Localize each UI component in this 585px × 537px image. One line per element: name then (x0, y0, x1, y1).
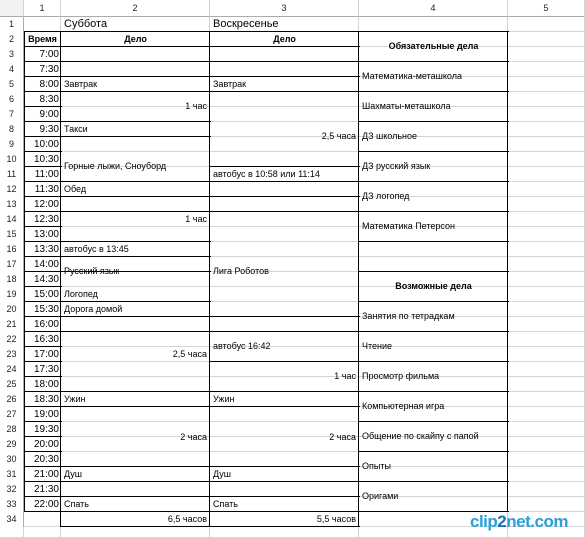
time-cell: 17:30 (33, 364, 59, 375)
required-task-item: Шахматы-меташкола (362, 101, 451, 111)
border-line (209, 46, 360, 47)
row-header-30[interactable]: 30 (0, 452, 24, 467)
border-line (507, 31, 508, 512)
sat-sleep: Спать (64, 499, 89, 509)
optional-task-item: Оригами (362, 491, 399, 501)
time-cell: 17:00 (33, 349, 59, 360)
border-line (24, 46, 62, 47)
required-task-item: ДЗ школьное (362, 131, 418, 141)
clip2net-watermark: clip2net.com (470, 512, 568, 531)
row-header-29[interactable]: 29 (0, 437, 24, 452)
border-line (60, 406, 211, 407)
border-line (60, 526, 360, 527)
border-line (24, 316, 62, 317)
row-header-20[interactable]: 20 (0, 302, 24, 317)
time-cell: 20:00 (33, 439, 59, 450)
row-header-9[interactable]: 9 (0, 137, 24, 152)
border-line (358, 331, 509, 332)
border-line (209, 211, 360, 212)
time-cell: 8:30 (39, 94, 59, 105)
border-line (358, 31, 509, 32)
sat-taxi: Такси (64, 124, 88, 134)
sun-robot-league: Лига Роботов (213, 266, 269, 276)
border-line (24, 181, 62, 182)
border-line (60, 241, 211, 242)
border-line (24, 196, 62, 197)
border-line (358, 511, 359, 527)
border-line (24, 166, 62, 167)
required-task-item: ДЗ русский язык (362, 161, 431, 171)
row-header-3[interactable]: 3 (0, 47, 24, 62)
time-cell: 21:00 (33, 469, 59, 480)
row-header-14[interactable]: 14 (0, 212, 24, 227)
border-line (24, 466, 62, 467)
time-cell: 14:00 (33, 259, 59, 270)
border-line (60, 76, 211, 77)
row-header-11[interactable]: 11 (0, 167, 24, 182)
sat-duration: 2 часа (180, 432, 207, 442)
optional-task-item: Опыты (362, 461, 391, 471)
border-line (60, 481, 211, 482)
row-header-34[interactable]: 34 (0, 512, 24, 527)
border-line (24, 121, 62, 122)
gridline-h (0, 226, 585, 227)
sat-dinner: Ужин (64, 394, 86, 404)
border-line (24, 451, 62, 452)
border-line (209, 166, 360, 167)
border-line (24, 331, 62, 332)
time-cell: 7:00 (39, 49, 59, 60)
border-line (60, 121, 211, 122)
border-line (60, 211, 211, 212)
time-cell: 13:30 (33, 244, 59, 255)
time-cell: 22:00 (33, 499, 59, 510)
border-line (209, 181, 360, 182)
border-line (24, 76, 62, 77)
time-cell: 13:00 (33, 229, 59, 240)
sat-breakfast: Завтрак (64, 79, 98, 89)
time-cell: 9:00 (39, 109, 59, 120)
row-header-4[interactable]: 4 (0, 62, 24, 77)
border-line (24, 421, 62, 422)
row-header-22[interactable]: 22 (0, 332, 24, 347)
sunday-title: Воскресенье (213, 18, 279, 30)
border-line (358, 151, 509, 152)
row-header-12[interactable]: 12 (0, 182, 24, 197)
row-header-23[interactable]: 23 (0, 347, 24, 362)
column-header-5[interactable]: 5 (508, 0, 585, 17)
border-line (60, 136, 211, 137)
border-line (60, 331, 211, 332)
sun-duration: 1 час (334, 371, 356, 381)
optional-task-item: Общение по скайпу с папой (362, 431, 479, 441)
border-line (24, 256, 62, 257)
border-line (24, 151, 62, 152)
time-cell: 12:30 (33, 214, 59, 225)
border-line (24, 286, 62, 287)
border-line (60, 46, 211, 47)
border-line (358, 361, 509, 362)
border-line (358, 271, 509, 272)
sat-russian: Русский язык (64, 266, 120, 276)
sun-duration: 2 часа (329, 432, 356, 442)
border-line (60, 511, 211, 512)
row-header-16[interactable]: 16 (0, 242, 24, 257)
sat-shower: Душ (64, 469, 83, 479)
sat-bus: автобус в 13:45 (64, 244, 129, 254)
border-line (358, 451, 509, 452)
border-line (24, 436, 62, 437)
row-header-6[interactable]: 6 (0, 92, 24, 107)
border-line (209, 31, 360, 32)
border-line (24, 226, 62, 227)
border-line (209, 76, 360, 77)
border-line (24, 406, 62, 407)
column-header-4[interactable]: 4 (359, 0, 508, 17)
border-line (209, 91, 360, 92)
border-line (358, 121, 509, 122)
border-line (60, 196, 211, 197)
row-header-21[interactable]: 21 (0, 317, 24, 332)
time-cell: 7:30 (39, 64, 59, 75)
required-tasks-title: Обязательные дела (388, 41, 479, 51)
border-line (24, 31, 62, 32)
row-header-15[interactable]: 15 (0, 227, 24, 242)
border-line (60, 301, 211, 302)
row-header-10[interactable]: 10 (0, 152, 24, 167)
optional-task-item: Компьютерная игра (362, 401, 445, 411)
sun-breakfast: Завтрак (213, 79, 247, 89)
time-cell: 19:30 (33, 424, 59, 435)
time-cell: 11:30 (34, 184, 59, 195)
row-header-1[interactable]: 1 (0, 17, 24, 32)
time-cell: 21:30 (33, 484, 59, 495)
border-line (24, 211, 62, 212)
sun-shower: Душ (213, 469, 232, 479)
border-line (24, 61, 62, 62)
border-line (358, 61, 509, 62)
border-line (24, 376, 62, 377)
border-line (209, 331, 360, 332)
time-cell: 10:00 (33, 139, 59, 150)
time-cell: 18:30 (33, 394, 59, 405)
required-task-item: ДЗ логопед (362, 191, 410, 201)
border-line (358, 211, 509, 212)
border-line (209, 466, 360, 467)
header-time: Время (28, 34, 57, 44)
row-header-31[interactable]: 31 (0, 467, 24, 482)
border-line (24, 91, 62, 92)
row-header-17[interactable]: 17 (0, 257, 24, 272)
border-line (358, 91, 509, 92)
sun-sleep: Спать (213, 499, 238, 509)
sat-duration: 1 час (185, 214, 207, 224)
time-cell: 16:00 (33, 319, 59, 330)
time-cell: 12:00 (33, 199, 59, 210)
sun-duration: 2,5 часа (321, 131, 356, 141)
border-line (60, 466, 211, 467)
border-line (24, 511, 62, 512)
sun-total: 5,5 часов (316, 514, 356, 524)
border-line (24, 271, 62, 272)
time-cell: 11:00 (34, 169, 59, 180)
row-header-32[interactable]: 32 (0, 482, 24, 497)
sat-total: 6,5 часов (167, 514, 207, 524)
optional-task-item: Занятия по тетрадкам (362, 311, 455, 321)
time-cell: 10:30 (33, 154, 59, 165)
border-line (209, 511, 360, 512)
header-task-sunday: Дело (273, 34, 296, 44)
border-line (358, 391, 509, 392)
time-cell: 14:30 (33, 274, 59, 285)
row-header-8[interactable]: 8 (0, 122, 24, 137)
border-line (209, 391, 360, 392)
border-line (24, 481, 62, 482)
border-line (24, 496, 62, 497)
required-task-item: Математика Петерсон (362, 221, 456, 231)
border-line (60, 256, 211, 257)
row-header-25[interactable]: 25 (0, 377, 24, 392)
border-line (60, 316, 211, 317)
row-header-33[interactable]: 33 (0, 497, 24, 512)
border-line (209, 361, 360, 362)
border-line (358, 301, 509, 302)
optional-task-item: Чтение (362, 341, 393, 351)
border-line (358, 241, 509, 242)
border-line (60, 496, 211, 497)
row-header-26[interactable]: 26 (0, 392, 24, 407)
column-header-1[interactable]: 1 (24, 0, 61, 17)
row-header-24[interactable]: 24 (0, 362, 24, 377)
row-header-5[interactable]: 5 (0, 77, 24, 92)
border-line (209, 406, 360, 407)
sat-lunch: Обед (64, 184, 87, 194)
border-line (209, 316, 360, 317)
border-line (24, 106, 62, 107)
gridline-h (0, 346, 585, 347)
border-line (60, 181, 211, 182)
sun-dinner: Ужин (213, 394, 235, 404)
row-header-13[interactable]: 13 (0, 197, 24, 212)
border-line (209, 481, 360, 482)
border-line (358, 181, 509, 182)
row-header-18[interactable]: 18 (0, 272, 24, 287)
border-line (24, 301, 62, 302)
column-header-3[interactable]: 3 (210, 0, 359, 17)
column-header-2[interactable]: 2 (61, 0, 210, 17)
sat-duration: 1 час (185, 101, 207, 111)
required-task-item: Математика-меташкола (362, 71, 462, 81)
border-line (209, 61, 360, 62)
select-all-corner[interactable] (0, 0, 24, 17)
row-header-19[interactable]: 19 (0, 287, 24, 302)
border-line (209, 496, 360, 497)
border-line (358, 421, 509, 422)
row-header-7[interactable]: 7 (0, 107, 24, 122)
border-line (24, 361, 62, 362)
time-cell: 9:30 (39, 124, 59, 135)
time-cell: 18:00 (33, 379, 59, 390)
row-header-27[interactable]: 27 (0, 407, 24, 422)
border-line (24, 241, 62, 242)
border-line (60, 31, 211, 32)
time-cell: 8:00 (39, 79, 59, 90)
time-cell: 20:30 (33, 454, 59, 465)
time-cell: 19:00 (33, 409, 59, 420)
time-cell: 16:30 (33, 334, 59, 345)
time-cell: 15:30 (33, 304, 59, 315)
optional-tasks-title: Возможные дела (395, 281, 472, 291)
sat-speech-therapist: Логопед (64, 289, 98, 299)
border-line (60, 391, 211, 392)
border-line (358, 481, 509, 482)
optional-task-item: Просмотр фильма (362, 371, 440, 381)
border-line (60, 61, 211, 62)
sun-bus: автобус в 10:58 или 11:14 (213, 169, 320, 179)
border-line (24, 391, 62, 392)
sat-duration: 2,5 часа (172, 349, 207, 359)
border-line (24, 136, 62, 137)
border-line (209, 196, 360, 197)
sat-ski: Горные лыжи, Сноуборд (64, 161, 167, 171)
saturday-title: Суббота (64, 18, 108, 30)
sun-bus: автобус 16:42 (213, 341, 271, 351)
row-header-28[interactable]: 28 (0, 422, 24, 437)
sat-way-home: Дорога домой (64, 304, 123, 314)
row-header-2[interactable]: 2 (0, 32, 24, 47)
border-line (60, 91, 211, 92)
border-line (24, 346, 62, 347)
time-cell: 15:00 (33, 289, 59, 300)
header-task-saturday: Дело (124, 34, 147, 44)
